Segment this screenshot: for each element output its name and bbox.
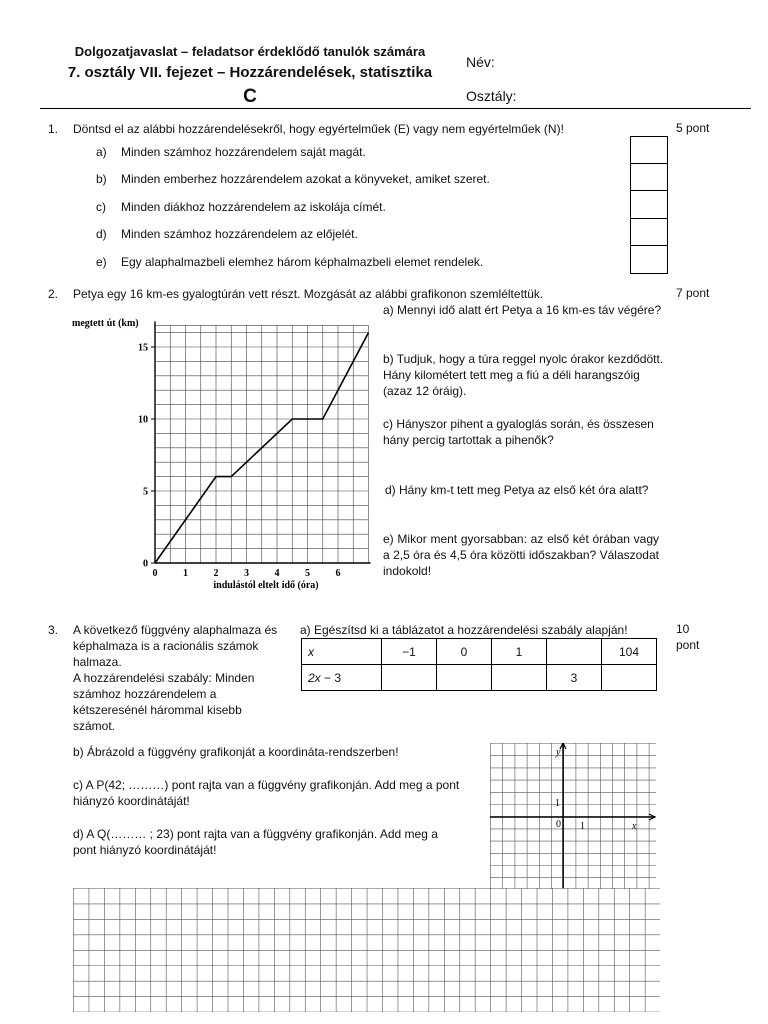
- table-cell: 3: [547, 665, 602, 691]
- table-cell: −1: [382, 639, 437, 665]
- q3-part-b: b) Ábrázold a függvény grafikonját a koordináta-rendszerben!: [73, 745, 399, 759]
- chart-ylabel: megtett út (km): [72, 318, 139, 329]
- answer-box-d[interactable]: [630, 218, 668, 246]
- table-cell-blank[interactable]: [437, 665, 492, 691]
- distance-time-chart: [62, 305, 382, 595]
- q3-points-number: 10: [676, 622, 690, 636]
- chart-x-tick-label: 5: [305, 568, 310, 579]
- chart-y-tick-label: 0: [143, 558, 148, 570]
- q2-part-d: d) Hány km-t tett meg Petya az első két óra alatt?: [385, 483, 649, 497]
- chart-xlabel: indulástól eltelt idő (óra): [213, 580, 319, 591]
- q1-item-b-letter: b): [96, 172, 107, 186]
- table-row-x: [302, 639, 657, 665]
- answer-box-b[interactable]: [630, 163, 668, 191]
- header-variant: C: [243, 86, 257, 107]
- x-unit-label: 1: [580, 821, 585, 832]
- q2-part-e: e) Mikor ment gyorsabban: az első két órában vagy a 2,5 óra és 4,5 óra közötti időszakban? Válaszodat indokold!: [383, 532, 659, 578]
- table-cell-blank[interactable]: [382, 665, 437, 691]
- q3-rule: A hozzárendelési szabály: Minden számhoz hozzárendelem a kétszeresénél hárommal kisebb számot.: [73, 671, 255, 733]
- chart-grid: [155, 325, 369, 563]
- q1-item-a-letter: a): [96, 145, 107, 159]
- table-cell-header-fx: 2x − 3: [302, 665, 382, 691]
- chart-x-tick-label: 2: [213, 568, 219, 579]
- chart-y-tick-label: 10: [138, 414, 148, 426]
- q3-intro: A következő függvény alaphalmaza és képhalmaza is a racionális számok halmaza.: [73, 623, 278, 669]
- y-unit-label: 1: [555, 798, 560, 809]
- q2-points: 7 pont: [676, 286, 710, 300]
- header-line-1: Dolgozatjavaslat – feladatsor érdeklődő tanulók számára: [74, 44, 426, 59]
- value-table: [301, 638, 657, 691]
- q2-number: 2.: [48, 287, 59, 301]
- q1-number: 1.: [48, 122, 59, 136]
- table-cell-blank[interactable]: [547, 639, 602, 665]
- table-cell-blank[interactable]: [602, 665, 657, 691]
- table-cell[interactable]: 1: [492, 639, 547, 665]
- answer-box-c[interactable]: [630, 190, 668, 219]
- coordinate-system[interactable]: [490, 743, 656, 889]
- coordinate-grid: [490, 743, 656, 889]
- q1-points: 5 pont: [676, 121, 710, 135]
- q1-item-d-letter: d): [96, 227, 107, 241]
- chart-x-tick-label: 0: [152, 568, 158, 579]
- q1-item-b-text: Minden emberhez hozzárendelem azokat a könyveket, amiket szeret.: [121, 172, 490, 186]
- q1-item-a-text: Minden számhoz hozzárendelem saját magát.: [121, 145, 366, 159]
- q2-part-b: b) Tudjuk, hogy a túra reggel nyolc órakor kezdődött. Hány kilométert tett meg a fiú a déli harangszóig (azaz 12 óráig).: [383, 352, 664, 398]
- q2-part-a: a) Mennyi idő alatt ért Petya a 16 km-es táv végére?: [383, 303, 662, 317]
- q3-points-unit: pont: [676, 638, 700, 652]
- chart-x-tick-label: 6: [335, 568, 341, 579]
- answer-box-a[interactable]: [630, 136, 668, 164]
- q1-item-e-letter: e): [96, 255, 107, 269]
- q1-item-c-text: Minden diákhoz hozzárendelem az iskolája címét.: [121, 200, 386, 214]
- table-cell: 0: [437, 639, 492, 665]
- answer-grid[interactable]: [73, 888, 660, 1012]
- y-axis-label: y: [556, 747, 561, 758]
- origin-label: 0: [556, 819, 561, 830]
- q1-item-c-letter: c): [96, 200, 106, 214]
- chart-y-tick-label: 15: [138, 342, 148, 354]
- q1-item-e-text: Egy alaphalmazbeli elemhez három képhalmazbeli elemet rendelek.: [121, 255, 484, 269]
- table-row-fx: [302, 665, 657, 691]
- chart-y-tick-label: 5: [143, 486, 148, 498]
- table-cell-blank[interactable]: [492, 665, 547, 691]
- answer-box-e[interactable]: [630, 245, 668, 274]
- q3-number: 3.: [48, 623, 59, 637]
- table-cell-header-x: x: [302, 639, 382, 665]
- q2-text: Petya egy 16 km-es gyalogtúrán vett részt. Mozgását az alábbi grafikonon szemléltettük.: [73, 287, 544, 301]
- header-line-2: 7. osztály VII. fejezet – Hozzárendelések, statisztika: [67, 64, 433, 81]
- q3-part-d: d) A Q(……… ; 23) pont rajta van a függvény grafikonján. Add meg a pont hiányzó koordinátáját!: [73, 827, 438, 857]
- q2-part-c: c) Hányszor pihent a gyaloglás során, és összesen hány percig tartottak a pihenők?: [383, 417, 654, 447]
- chart-x-tick-label: 1: [183, 568, 188, 579]
- q1-text: Döntsd el az alábbi hozzárendelésekről, hogy egyértelműek (E) vagy nem egyértelműek (N)!: [73, 122, 564, 136]
- table-cell: 104: [602, 639, 657, 665]
- q3-part-a: a) Egészítsd ki a táblázatot a hozzárendelési szabály alapján!: [300, 623, 628, 637]
- header-divider: [40, 108, 751, 109]
- q1-item-d-text: Minden számhoz hozzárendelem az előjelét.: [121, 227, 358, 241]
- x-axis-label: x: [632, 821, 637, 832]
- chart-x-tick-label: 3: [244, 568, 249, 579]
- class-label: Osztály:: [466, 88, 517, 104]
- chart-x-tick-label: 4: [274, 568, 280, 579]
- q3-part-c: c) A P(42; ………) pont rajta van a függvény grafikonján. Add meg a pont hiányzó koordinátáját!: [73, 778, 460, 808]
- name-label: Név:: [466, 54, 495, 70]
